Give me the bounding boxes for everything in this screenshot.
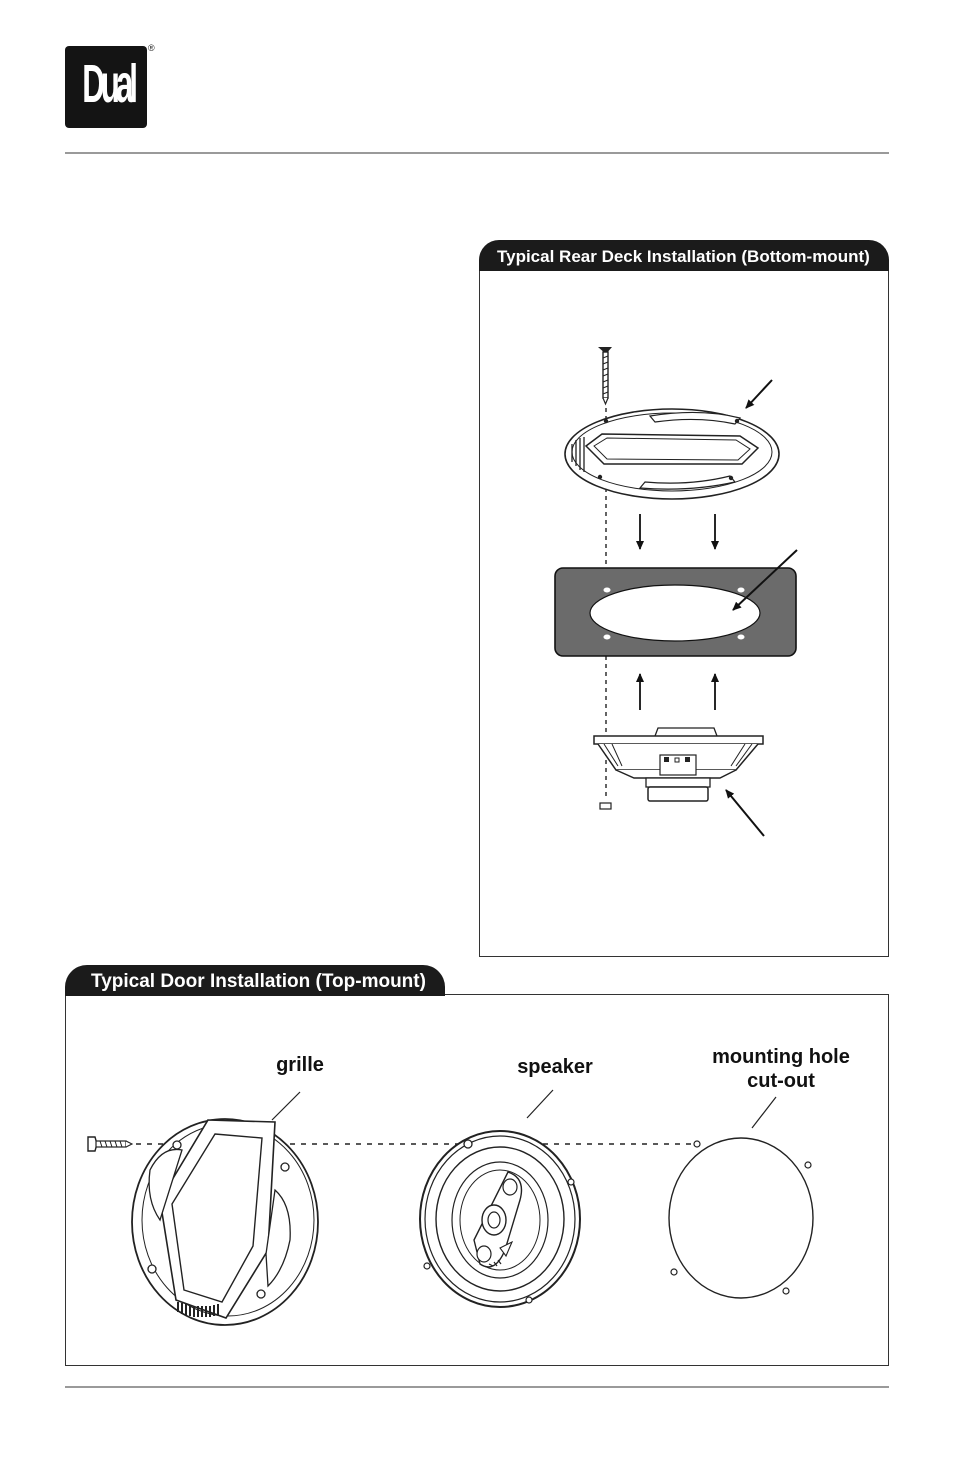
mounting-hole-cutout-icon bbox=[669, 1138, 813, 1298]
registered-mark: ® bbox=[148, 43, 155, 53]
speaker-label: speaker bbox=[517, 1056, 593, 1078]
grille-leader-line bbox=[272, 1092, 300, 1120]
cutout-label-line2: cut-out bbox=[747, 1070, 815, 1092]
logo-text: Dual bbox=[82, 54, 134, 114]
door-screw-icon bbox=[88, 1137, 132, 1151]
cutout-leader-line bbox=[752, 1097, 776, 1128]
speaker-leader-line bbox=[527, 1090, 553, 1118]
round-grille-icon bbox=[132, 1119, 318, 1325]
cutout-label-line1: mounting hole bbox=[712, 1046, 850, 1068]
grille-label: grille bbox=[276, 1054, 324, 1076]
rear-deck-title: Typical Rear Deck Installation (Bottom-mount) bbox=[479, 240, 889, 271]
door-title: Typical Door Installation (Top-mount) bbox=[65, 965, 445, 996]
round-speaker-icon bbox=[420, 1131, 580, 1307]
